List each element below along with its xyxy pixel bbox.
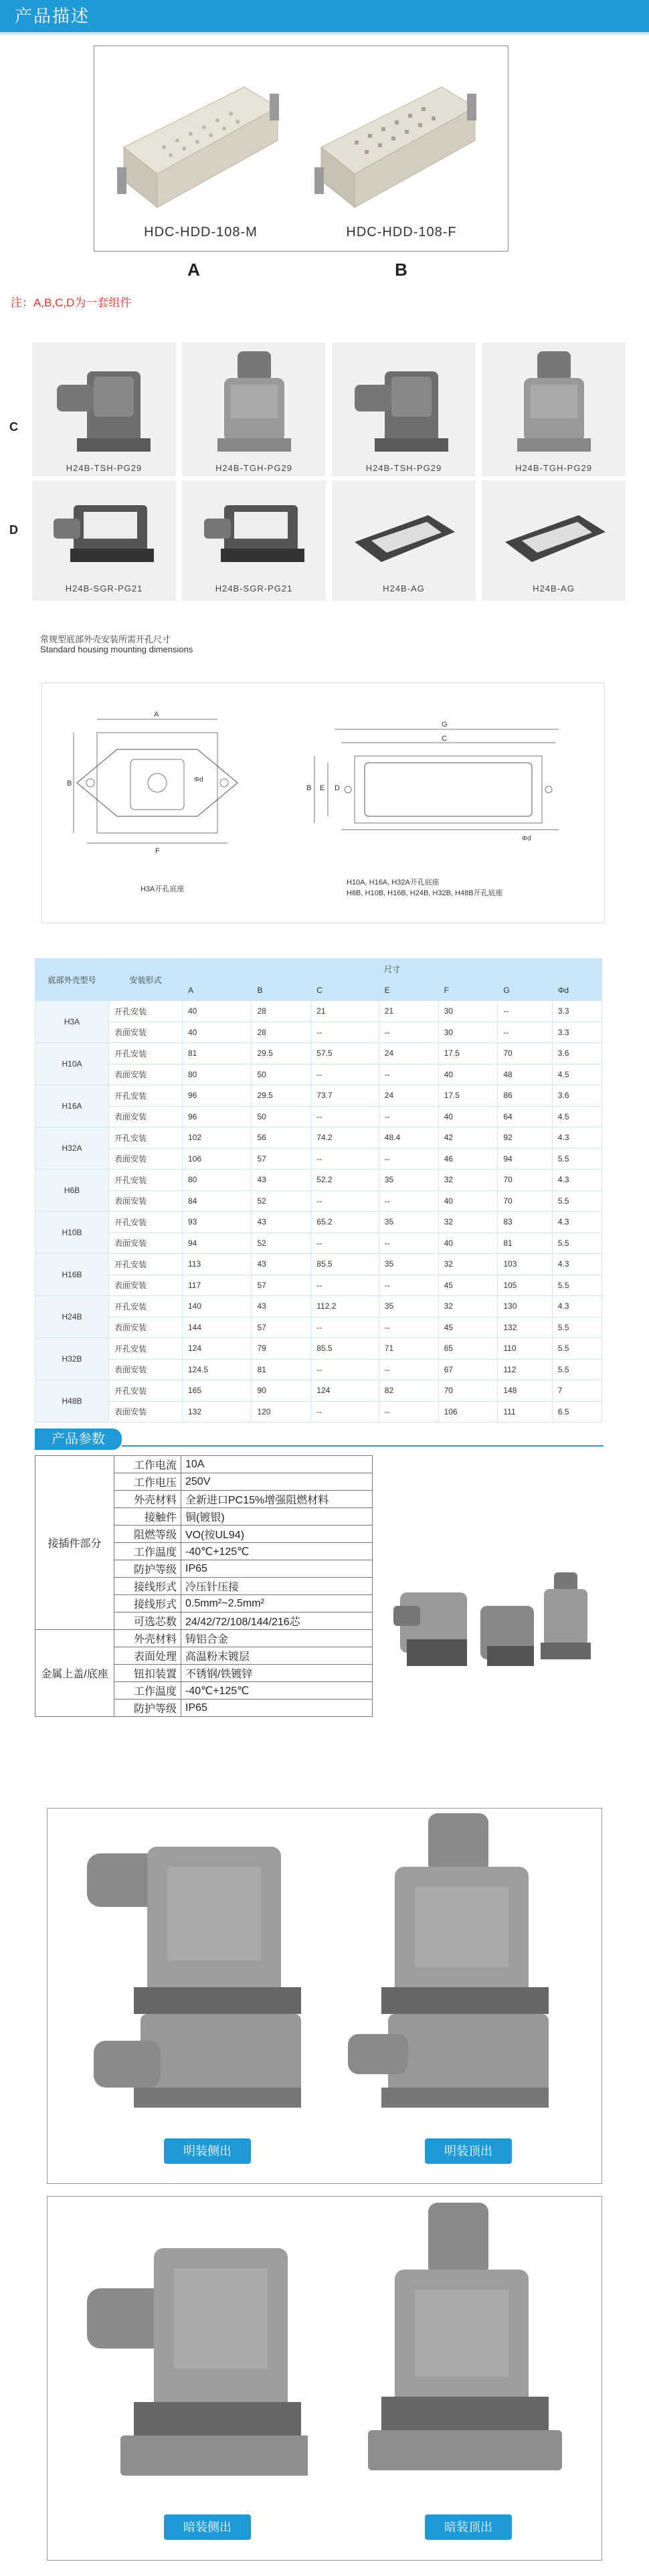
table-cell: 90 xyxy=(252,1380,311,1402)
housing-top-entry-image xyxy=(201,348,308,458)
table-cell: 80 xyxy=(183,1170,252,1191)
housing-label: H24B-SGR-PG21 xyxy=(65,583,143,593)
table-cell: 124 xyxy=(311,1380,379,1402)
table-cell: 4.3 xyxy=(552,1170,601,1191)
param-value: 0.5mm²~2.5mm² xyxy=(181,1595,373,1613)
table-cell: 5.5 xyxy=(552,1317,601,1338)
dim-label-phi2: Φd xyxy=(522,835,531,842)
table-cell: -- xyxy=(311,1317,379,1338)
table-cell: 148 xyxy=(498,1380,552,1402)
param-value: 铸铝合金 xyxy=(181,1630,373,1647)
table-cell: 5.5 xyxy=(552,1275,601,1296)
std-caption-2: H6B, H10B, H16B, H24B, H32B, H48B开孔底座 xyxy=(347,889,503,897)
table-cell: 103 xyxy=(498,1254,552,1275)
param-key: 工作电压 xyxy=(114,1473,181,1491)
dim-label-g: G xyxy=(442,721,448,729)
row-label-c: C xyxy=(9,420,18,434)
table-cell: 4.3 xyxy=(552,1254,601,1275)
params-title: 产品参数 xyxy=(35,1429,122,1450)
table-cell: 94 xyxy=(183,1232,252,1254)
connector-male-image xyxy=(110,67,291,214)
dim-col-header: A xyxy=(183,980,252,1001)
panel-base-image xyxy=(498,509,612,575)
housing-side-entry-image xyxy=(50,358,157,458)
surface-side-entry-image xyxy=(67,1820,308,2128)
table-cell: -- xyxy=(311,1148,379,1170)
table-cell: 110 xyxy=(498,1338,552,1360)
dim-label-c: C xyxy=(442,735,447,743)
param-value: 铜(镀银) xyxy=(181,1508,373,1526)
table-cell: 50 xyxy=(252,1106,311,1127)
table-cell: 开孔安装 xyxy=(109,1254,183,1275)
table-cell: 64 xyxy=(498,1106,552,1127)
table-cell: 85.5 xyxy=(311,1254,379,1275)
table-cell: -- xyxy=(379,1401,438,1422)
dim-label-e: E xyxy=(320,784,325,792)
table-cell: 43 xyxy=(252,1170,311,1191)
table-cell: 79 xyxy=(252,1338,311,1360)
concealed-top-entry-image xyxy=(348,2203,589,2497)
product-letter-b: B xyxy=(395,260,408,280)
table-cell: 5.5 xyxy=(552,1359,601,1380)
table-cell: 开孔安装 xyxy=(109,1170,183,1191)
table-cell: 开孔安装 xyxy=(109,1380,183,1402)
concealed-side-entry-image xyxy=(67,2208,308,2496)
table-cell: 4.3 xyxy=(552,1296,601,1317)
table-cell: 73.7 xyxy=(311,1085,379,1107)
table-row xyxy=(35,1380,602,1402)
param-key: 工作温度 xyxy=(114,1543,181,1560)
table-cell: 81 xyxy=(252,1359,311,1380)
table-cell: 130 xyxy=(498,1296,552,1317)
set-note: 注：A,B,C,D为一套组件 xyxy=(11,296,132,309)
col-base-header: 底部外壳型号 xyxy=(35,959,109,1001)
surface-top-entry-image xyxy=(348,1813,589,2128)
base-housing-image xyxy=(197,492,311,579)
table-cell: 表面安装 xyxy=(109,1148,183,1170)
table-cell: 140 xyxy=(183,1296,252,1317)
table-cell: 132 xyxy=(183,1401,252,1422)
housing-label: H24B-AG xyxy=(533,583,575,593)
mount-type-button: 明装顶出 xyxy=(425,2138,512,2164)
table-cell: 57 xyxy=(252,1275,311,1296)
table-cell: 40 xyxy=(438,1232,498,1254)
table-cell: 35 xyxy=(379,1296,438,1317)
table-cell: 21 xyxy=(311,1001,379,1022)
table-row xyxy=(35,1317,602,1338)
table-cell: 4.5 xyxy=(552,1106,601,1127)
param-key: 钮扣装置 xyxy=(114,1665,181,1682)
table-cell: -- xyxy=(498,1022,552,1043)
table-cell: -- xyxy=(379,1275,438,1296)
table-cell: 35 xyxy=(379,1254,438,1275)
table-cell: 74.2 xyxy=(311,1127,379,1149)
model-cell: H10B xyxy=(35,1212,109,1254)
table-cell: 43 xyxy=(252,1254,311,1275)
table-cell: 3.6 xyxy=(552,1085,601,1107)
table-cell: 5.5 xyxy=(552,1190,601,1212)
table-cell: 132 xyxy=(498,1317,552,1338)
base-housing-image xyxy=(47,492,161,579)
table-cell: -- xyxy=(311,1275,379,1296)
table-cell: 112 xyxy=(498,1359,552,1380)
param-key: 表面处理 xyxy=(114,1647,181,1665)
table-cell: 50 xyxy=(252,1064,311,1085)
table-cell: 表面安装 xyxy=(109,1275,183,1296)
param-key: 接触件 xyxy=(114,1508,181,1526)
table-row xyxy=(35,1254,602,1275)
table-cell: 86 xyxy=(498,1085,552,1107)
table-cell: 30 xyxy=(438,1022,498,1043)
table-cell: -- xyxy=(311,1022,379,1043)
param-value: 不锈钢/铁镀锌 xyxy=(181,1665,373,1682)
table-cell: 表面安装 xyxy=(109,1190,183,1212)
table-cell: 32 xyxy=(438,1170,498,1191)
table-cell: 开孔安装 xyxy=(109,1127,183,1149)
table-cell: 45 xyxy=(438,1275,498,1296)
table-cell: 17.5 xyxy=(438,1085,498,1107)
table-cell: 开孔安装 xyxy=(109,1085,183,1107)
table-row xyxy=(35,1001,602,1022)
table-cell: 96 xyxy=(183,1085,252,1107)
param-key: 接线形式 xyxy=(114,1595,181,1613)
table-cell: 43 xyxy=(252,1296,311,1317)
param-value: 冷压针压接 xyxy=(181,1578,373,1595)
table-cell: 表面安装 xyxy=(109,1064,183,1085)
dim-label-d: D xyxy=(335,784,340,792)
param-row xyxy=(35,1630,373,1647)
param-value: -40℃+125℃ xyxy=(181,1543,373,1560)
table-cell: 105 xyxy=(498,1275,552,1296)
dim-col-header: Φd xyxy=(552,980,601,1001)
table-cell: 52 xyxy=(252,1190,311,1212)
h3a-caption: H3A开孔底座 xyxy=(141,885,185,893)
table-cell: 24 xyxy=(379,1043,438,1065)
housing-label: H24B-TSH-PG29 xyxy=(365,463,442,473)
table-cell: 57.5 xyxy=(311,1043,379,1065)
table-cell: 28 xyxy=(252,1001,311,1022)
param-key: 防护等级 xyxy=(114,1699,181,1717)
table-cell: -- xyxy=(311,1401,379,1422)
mounting-title-cn: 常规型底部外壳安装所需开孔尺寸 xyxy=(40,634,171,644)
table-cell: 80 xyxy=(183,1064,252,1085)
table-cell: 82 xyxy=(379,1380,438,1402)
table-cell: 113 xyxy=(183,1254,252,1275)
table-cell: 96 xyxy=(183,1106,252,1127)
table-cell: -- xyxy=(311,1190,379,1212)
table-cell: 42 xyxy=(438,1127,498,1149)
table-cell: 144 xyxy=(183,1317,252,1338)
table-row xyxy=(35,1275,602,1296)
table-cell: 4.3 xyxy=(552,1127,601,1149)
panel-base-image xyxy=(348,509,462,575)
param-value: 10A xyxy=(181,1456,373,1473)
table-cell: -- xyxy=(311,1232,379,1254)
product-label-a: HDC-HDD-108-M xyxy=(144,225,258,240)
table-cell: 开孔安装 xyxy=(109,1043,183,1065)
table-cell: 81 xyxy=(498,1232,552,1254)
dim-col-header: C xyxy=(311,980,379,1001)
param-value: VO(按UL94) xyxy=(181,1526,373,1543)
model-cell: H24B xyxy=(35,1296,109,1338)
table-cell: 表面安装 xyxy=(109,1401,183,1422)
section-title: 产品描述 xyxy=(15,6,90,26)
table-cell: 43 xyxy=(252,1212,311,1233)
param-key: 可选芯数 xyxy=(114,1613,181,1630)
table-cell: 表面安装 xyxy=(109,1022,183,1043)
table-cell: 71 xyxy=(379,1338,438,1360)
table-cell: -- xyxy=(379,1064,438,1085)
param-group-1: 接插件部分 xyxy=(35,1456,114,1630)
params-divider xyxy=(122,1445,604,1447)
table-cell: 开孔安装 xyxy=(109,1001,183,1022)
table-cell: -- xyxy=(379,1106,438,1127)
param-value: 24/42/72/108/144/216芯 xyxy=(181,1613,373,1630)
mount-type-button: 暗装顶出 xyxy=(425,2514,512,2540)
table-row xyxy=(35,1043,602,1065)
table-cell: 40 xyxy=(438,1190,498,1212)
param-row xyxy=(35,1456,373,1473)
table-cell: 92 xyxy=(498,1127,552,1149)
table-row xyxy=(35,1022,602,1043)
table-cell: 112.2 xyxy=(311,1296,379,1317)
dim-label-phi: Φd xyxy=(194,776,203,784)
param-value: 全新进口PC15%增强阻燃材料 xyxy=(181,1491,373,1508)
dim-col-header: F xyxy=(438,980,498,1001)
table-cell: 17.5 xyxy=(438,1043,498,1065)
table-cell: 84 xyxy=(183,1190,252,1212)
table-cell: 21 xyxy=(379,1001,438,1022)
table-cell: 52.2 xyxy=(311,1170,379,1191)
param-key: 工作温度 xyxy=(114,1682,181,1699)
table-cell: 83 xyxy=(498,1212,552,1233)
model-cell: H48B xyxy=(35,1380,109,1422)
table-cell: 3.3 xyxy=(552,1001,601,1022)
dim-label-f: F xyxy=(155,847,160,855)
table-cell: 6.5 xyxy=(552,1401,601,1422)
table-cell: 30 xyxy=(438,1001,498,1022)
param-value: 250V xyxy=(181,1473,373,1491)
table-cell: 4.3 xyxy=(552,1212,601,1233)
dimension-table xyxy=(35,958,602,1422)
table-row xyxy=(35,1296,602,1317)
table-cell: -- xyxy=(379,1317,438,1338)
dim-col-header: G xyxy=(498,980,552,1001)
table-cell: 表面安装 xyxy=(109,1106,183,1127)
standard-cutout-drawing xyxy=(301,709,582,863)
param-value: IP65 xyxy=(181,1560,373,1578)
table-cell: 表面安装 xyxy=(109,1232,183,1254)
table-row xyxy=(35,1190,602,1212)
param-value: IP65 xyxy=(181,1699,373,1717)
mount-type-button: 明装侧出 xyxy=(164,2138,251,2164)
row-label-d: D xyxy=(9,523,18,537)
table-cell: -- xyxy=(379,1232,438,1254)
params-product-image xyxy=(387,1566,601,1699)
table-cell: 48 xyxy=(498,1064,552,1085)
model-cell: H16A xyxy=(35,1085,109,1127)
table-row xyxy=(35,1127,602,1149)
std-caption-1: H10A, H16A, H32A开孔底座 xyxy=(347,879,440,887)
table-row xyxy=(35,1359,602,1380)
table-cell: 106 xyxy=(183,1148,252,1170)
table-cell: 35 xyxy=(379,1212,438,1233)
model-cell: H32B xyxy=(35,1338,109,1380)
table-row xyxy=(35,1085,602,1107)
col-mount-header: 安装形式 xyxy=(109,959,183,1001)
table-cell: 5.5 xyxy=(552,1148,601,1170)
table-cell: 117 xyxy=(183,1275,252,1296)
param-group-2: 金属上盖/底座 xyxy=(35,1630,114,1717)
table-row xyxy=(35,1401,602,1422)
table-cell: 85.5 xyxy=(311,1338,379,1360)
mounting-title-en: Standard housing mounting dimensions xyxy=(40,644,193,654)
model-cell: H6B xyxy=(35,1170,109,1212)
param-key: 工作电流 xyxy=(114,1456,181,1473)
table-cell: 102 xyxy=(183,1127,252,1149)
table-cell: -- xyxy=(311,1106,379,1127)
param-value: 高温粉末镀层 xyxy=(181,1647,373,1665)
model-cell: H10A xyxy=(35,1043,109,1085)
param-key: 防护等级 xyxy=(114,1560,181,1578)
header-divider xyxy=(0,32,649,35)
table-cell: 32 xyxy=(438,1296,498,1317)
table-cell: 70 xyxy=(498,1170,552,1191)
table-cell: 表面安装 xyxy=(109,1317,183,1338)
param-key: 外壳材料 xyxy=(114,1491,181,1508)
table-row xyxy=(35,1338,602,1360)
h3a-cutout-drawing xyxy=(67,709,288,863)
dim-label-b: B xyxy=(67,779,72,788)
table-cell: -- xyxy=(379,1190,438,1212)
table-cell: 40 xyxy=(183,1022,252,1043)
param-key: 阻燃等级 xyxy=(114,1526,181,1543)
table-cell: -- xyxy=(379,1359,438,1380)
table-row xyxy=(35,1212,602,1233)
table-cell: 开孔安装 xyxy=(109,1212,183,1233)
table-cell: 40 xyxy=(183,1001,252,1022)
table-cell: 7 xyxy=(552,1380,601,1402)
table-cell: 40 xyxy=(438,1064,498,1085)
table-cell: 70 xyxy=(498,1043,552,1065)
table-cell: -- xyxy=(379,1148,438,1170)
table-cell: 70 xyxy=(498,1190,552,1212)
table-cell: 45 xyxy=(438,1317,498,1338)
table-cell: 开孔安装 xyxy=(109,1296,183,1317)
table-cell: 35 xyxy=(379,1170,438,1191)
table-cell: 124.5 xyxy=(183,1359,252,1380)
param-key: 接线形式 xyxy=(114,1578,181,1595)
product-letter-a: A xyxy=(187,260,201,280)
housing-label: H24B-TGH-PG29 xyxy=(215,463,292,473)
table-row xyxy=(35,1232,602,1254)
dim-col-header: E xyxy=(379,980,438,1001)
table-cell: -- xyxy=(311,1359,379,1380)
table-cell: 70 xyxy=(438,1380,498,1402)
housing-label: H24B-AG xyxy=(383,583,425,593)
connector-female-image xyxy=(308,67,488,214)
table-cell: 24 xyxy=(379,1085,438,1107)
table-cell: 29.5 xyxy=(252,1085,311,1107)
table-cell: 3.6 xyxy=(552,1043,601,1065)
table-cell: 5.5 xyxy=(552,1232,601,1254)
table-cell: -- xyxy=(498,1001,552,1022)
model-cell: H32A xyxy=(35,1127,109,1170)
param-key: 外壳材料 xyxy=(114,1630,181,1647)
table-cell: 94 xyxy=(498,1148,552,1170)
table-cell: 67 xyxy=(438,1359,498,1380)
table-cell: 165 xyxy=(183,1380,252,1402)
table-cell: 81 xyxy=(183,1043,252,1065)
table-cell: 28 xyxy=(252,1022,311,1043)
table-cell: 52 xyxy=(252,1232,311,1254)
table-cell: 4.5 xyxy=(552,1064,601,1085)
model-cell: H3A xyxy=(35,1001,109,1043)
table-row xyxy=(35,1106,602,1127)
table-cell: -- xyxy=(311,1064,379,1085)
table-row xyxy=(35,1148,602,1170)
table-cell: 93 xyxy=(183,1212,252,1233)
housing-label: H24B-TGH-PG29 xyxy=(515,463,592,473)
table-cell: 106 xyxy=(438,1401,498,1422)
param-value: -40℃+125℃ xyxy=(181,1682,373,1699)
table-cell: 3.3 xyxy=(552,1022,601,1043)
housing-label: H24B-TSH-PG29 xyxy=(66,463,143,473)
table-cell: 57 xyxy=(252,1148,311,1170)
model-cell: H16B xyxy=(35,1254,109,1296)
params-table xyxy=(35,1455,373,1717)
table-cell: 5.5 xyxy=(552,1338,601,1360)
col-size-header: 尺寸 xyxy=(183,959,602,980)
table-cell: 65.2 xyxy=(311,1212,379,1233)
table-cell: 124 xyxy=(183,1338,252,1360)
table-cell: 46 xyxy=(438,1148,498,1170)
table-cell: 65 xyxy=(438,1338,498,1360)
housing-side-entry-image xyxy=(348,358,455,458)
table-cell: 111 xyxy=(498,1401,552,1422)
product-label-b: HDC-HDD-108-F xyxy=(346,225,457,240)
housing-top-entry-image xyxy=(500,348,608,458)
table-cell: 表面安装 xyxy=(109,1359,183,1380)
table-cell: -- xyxy=(379,1022,438,1043)
dim-col-header: B xyxy=(252,980,311,1001)
table-cell: 40 xyxy=(438,1106,498,1127)
dim-label-b2: B xyxy=(306,784,312,792)
table-cell: 57 xyxy=(252,1317,311,1338)
housing-label: H24B-SGR-PG21 xyxy=(215,583,293,593)
table-cell: 120 xyxy=(252,1401,311,1422)
table-cell: 32 xyxy=(438,1212,498,1233)
table-cell: 56 xyxy=(252,1127,311,1149)
table-cell: 开孔安装 xyxy=(109,1338,183,1360)
table-row xyxy=(35,1170,602,1191)
section-header xyxy=(0,0,649,32)
table-cell: 48.4 xyxy=(379,1127,438,1149)
dim-label-a: A xyxy=(154,711,159,719)
table-cell: 29.5 xyxy=(252,1043,311,1065)
table-cell: 32 xyxy=(438,1254,498,1275)
mount-type-button: 暗装侧出 xyxy=(164,2514,251,2540)
table-row xyxy=(35,1064,602,1085)
